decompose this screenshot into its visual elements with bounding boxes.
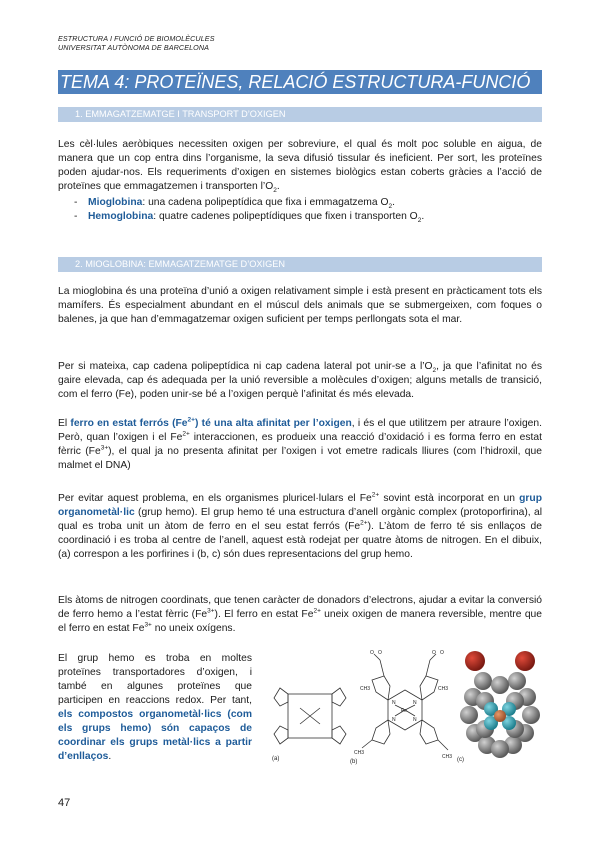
paragraph-grup-hemo: Per evitar aquest problema, en els organismes pluricel·lulars el $Fe^{2+}$ sovint està incorporat en un grup organometàl·lic (grup hemo). El grup hemo té una estructura d’anell orgànic complex (protoporfirina), al qual es troba unit un àtom de ferro en el seu estat ferrós $(Fe^{2+})$. L’àtom de ferro té sis enllaços de coordinació i es troba al centre de l’anell, aquest està rodejat per quatre àtoms de nitrogen. En el dibuix, (a) correspon a les porfirines i (b, c) són dues representacions del grup hemo. [58, 491, 542, 560]
porphyrin-structure-figure [270, 680, 350, 762]
atom-label: O [378, 650, 382, 656]
page-number: 47 [58, 797, 71, 809]
section-1-paragraph: Les cèl·lules aeròbiques necessiten oxigen per sobreviure, el qual és molt poc soluble en aigua, de manera que un cop entra dins l’organisme, la seva difusió tissular és ineficient. Per sort, les proteïnes poden ajudar-nos. Els requeriments d’oxigen en sistemes biològics estan coberts gràcies a l’acció de proteïnes que emmagatzemen i transporten $l’O_2$. [58, 139, 542, 195]
atom-label: N [413, 717, 417, 723]
term-mioglobina: Mioglobina [88, 197, 143, 208]
atom-label: O [432, 650, 436, 656]
figure-label-c: (c) [457, 757, 464, 763]
heme-space-filling-figure [455, 645, 545, 765]
atom-label: O [370, 650, 374, 656]
document-header [58, 34, 215, 52]
atom-label: CH3 [438, 686, 449, 692]
heme-skeletal-figure [350, 650, 460, 765]
atom-label: O [440, 650, 444, 656]
paragraph-ferro: El ferro en estat ferrós $(Fe^{2+})$ té una alta afinitat per l’oxigen, i és el que utilitzem per atraure l’oxigen. Però, quan l’oxigen i el $Fe^{2+}$ interaccionen, es produeix una reacció d’oxidació i es forma ferro en estat fèrric $(Fe^{3+})$, el qual ja no presenta afinitat per l’oxigen i vot emetre radicals lliures (com l’hidroxil, que malmet el DNA) [58, 416, 542, 471]
header-university: UNIVERSITAT AUTÒNOMA DE BARCELONA [58, 43, 210, 52]
paragraph-mioglobina: La mioglobina és una proteïna d’unió a oxigen relativament simple i està present en pràcticament tots els mamífers. És especialment abundant en el múscul dels animals que se submergeixen, com foques o balenes, ja que han d’emmagatzemar oxigen suficient per temps perllongats sota el mar. [58, 286, 542, 325]
paragraph-redox: El grup hemo es troba en moltes proteïnes transportadores d’oxigen, i també en algunes proteïnes que participen en reaccions redox. Per tant, els compostos organometàl·lics (com els grups hemo) són capaços de coordinar els grups metàl·lics a partir d’enllaços. [58, 653, 252, 762]
atom-label: CH3 [442, 754, 453, 760]
section-1-heading: 1. EMMAGATZEMATGE I TRANSPORT D’OXIGEN [58, 107, 542, 122]
term-hemoglobina: Hemoglobina [88, 211, 154, 222]
atom-label: Fe [401, 708, 407, 714]
list-item: - Hemoglobina: quatre cadenes polipeptídiques que fixen i transporten $O_2$. [74, 210, 424, 224]
atom-label: N [413, 700, 417, 706]
section-2-heading: 2. MIOGLOBINA: EMMAGATZEMATGE D’OXIGEN [58, 257, 542, 272]
protein-list [74, 196, 424, 224]
figure-label-a: (a) [272, 756, 280, 762]
chapter-title: TEMA 4: PROTEÏNES, RELACIÓ ESTRUCTURA-FUNCIÓ [58, 70, 542, 94]
atom-label: N [392, 700, 396, 706]
heme-atoms [460, 651, 540, 758]
paragraph-affinity: Per si mateixa, cap cadena polipeptídica ni cap cadena lateral pot unir-se a $l’O_2$, ja que l’afinitat no és gaire elevada, cap és adequada per la unió reversible a molècules d’oxigen; alguns metalls de transició, com el ferro (Fe), poden unir-se bé a l’oxigen perquè l’afinitat és més elevada. [58, 361, 542, 400]
atom-label: N [392, 717, 396, 723]
figure-label-b: (b) [350, 759, 358, 765]
paragraph-nitrogen: Els àtoms de nitrogen coordinats, que tenen caràcter de donadors d’electrons, ajudar a evitar la conversió de ferro hemo a l’estat fèrric $(Fe^{3+})$. El ferro en estat $Fe^{2+}$ uneix oxigen de manera reversible, mentre que el ferro en estat $Fe^{3+}$ no uneix oxígens. [58, 595, 543, 634]
header-course: ESTRUCTURA I FUNCIÓ DE BIOMOLÈCULES [58, 34, 215, 43]
atom-label: CH3 [360, 686, 371, 692]
atom-label: CH3 [354, 750, 365, 756]
list-item: - Mioglobina: una cadena polipeptídica que fixa i emmagatzema $O_2$. [74, 196, 424, 210]
